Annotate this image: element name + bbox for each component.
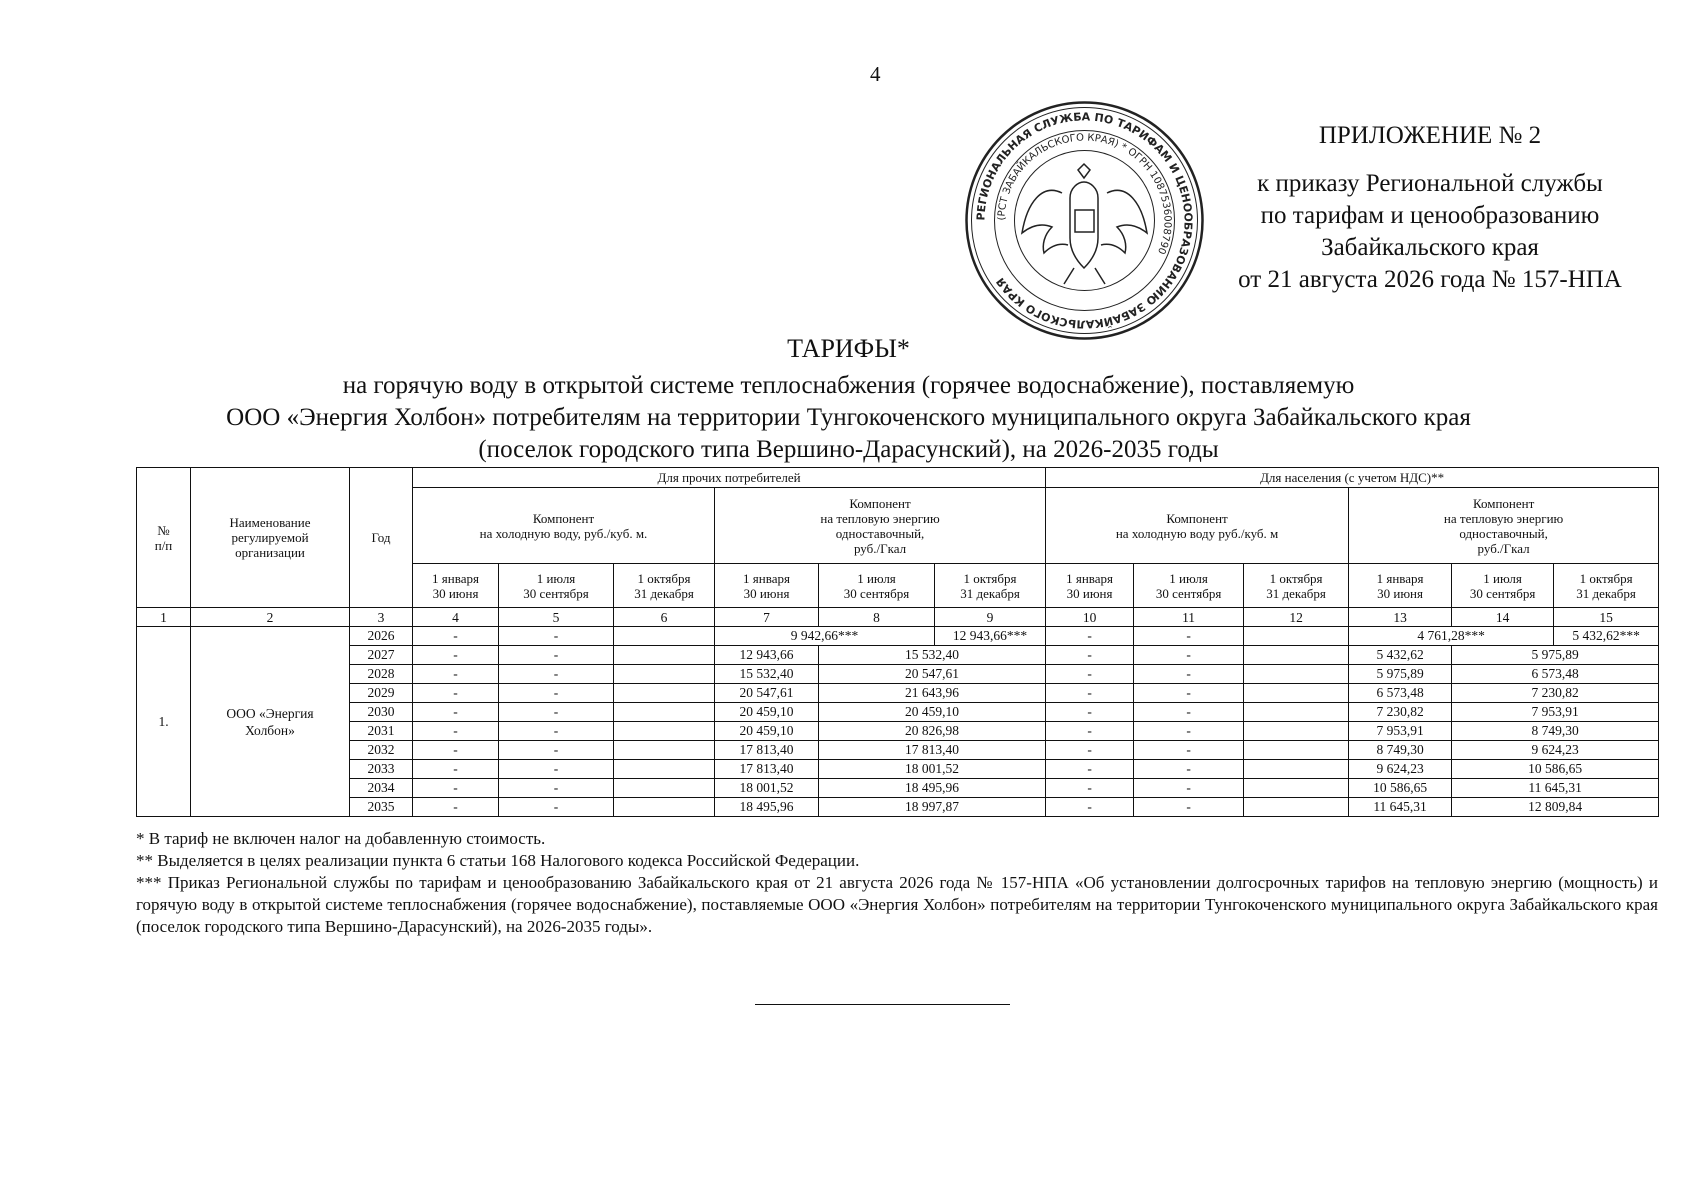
footnote: ** Выделяется в целях реализации пункта 6 статьи 168 Налогового кодекса Российской Федерации.	[136, 851, 860, 870]
column-number: 1	[137, 608, 191, 627]
cold-water-cell: -	[1134, 703, 1244, 722]
heat-energy-cell: 20 459,10	[715, 722, 819, 741]
heat-energy-cell: 11 645,31	[1452, 779, 1659, 798]
heat-energy-cell: 8 749,30	[1452, 722, 1659, 741]
footnote: * В тариф не включен налог на добавленную стоимость.	[136, 829, 546, 848]
cold-water-cell	[1244, 779, 1349, 798]
table-row	[137, 627, 1659, 646]
appendix-title: ПРИЛОЖЕНИЕ № 2	[1318, 122, 1542, 149]
cold-water-cell: -	[1134, 627, 1244, 646]
period-end: 31 декабря	[1266, 585, 1326, 601]
period-start: 1 января	[432, 570, 479, 586]
cold-water-cell: -	[499, 741, 614, 760]
cold-water-cell	[614, 741, 715, 760]
subtitle-line: на горячую воду в открытой системе теплоснабжения (горячее водоснабжение), поставляемую	[342, 372, 1355, 399]
tariffs-table	[136, 467, 1659, 817]
period-start: 1 октября	[637, 570, 691, 586]
appendix-line: по тарифам и ценообразованию	[1260, 202, 1600, 229]
cold-water-cell: -	[1134, 798, 1244, 817]
column-number: 2	[191, 608, 350, 627]
year-cell: 2029	[350, 684, 413, 703]
heat-energy-cell: 21 643,96	[819, 684, 1046, 703]
period-start: 1 января	[1376, 570, 1424, 586]
organization-name	[191, 627, 350, 817]
heat-energy-cell: 15 532,40	[715, 665, 819, 684]
cold-water-cell	[1244, 684, 1349, 703]
table-row	[137, 684, 1659, 703]
period-end: 30 июня	[1066, 585, 1113, 601]
table-row	[137, 760, 1659, 779]
cold-water-cell: -	[413, 627, 499, 646]
heat-energy-cell: 9 942,66***	[715, 627, 935, 646]
year-cell: 2031	[350, 722, 413, 741]
footnote: *** Приказ Региональной службы по тарифам и ценообразованию Забайкальского края от 21 августа 2026 года № 157-НПА «Об установлении долгосрочных тарифов на тепловую энергию (мощность) и горячую воду в открытой системе теплоснабжения (горячее водоснабжение), поставляемые ООО «Энергия Холбон» потребителям на территории Тунгокоченского муниципального округа Забайкальского края (поселок городского типа Вершино-Дарасунский), на 2026-2035 годы».	[136, 873, 1658, 936]
cold-water-cell	[614, 684, 715, 703]
cold-water-cell: -	[1046, 741, 1134, 760]
cold-water-cell: -	[1046, 703, 1134, 722]
column-number: 5	[499, 608, 614, 627]
heat-energy-cell: 10 586,65	[1452, 760, 1659, 779]
period-start: 1 января	[1066, 570, 1114, 586]
heat-energy-cell: 17 813,40	[715, 741, 819, 760]
cold-water-cell	[1244, 665, 1349, 684]
header-organization: Наименование регулируемой организации	[191, 468, 350, 608]
period-end: 31 декабря	[960, 585, 1020, 601]
period-start: 1 июля	[1483, 570, 1522, 586]
table-row	[137, 722, 1659, 741]
cold-water-cell: -	[1046, 627, 1134, 646]
heat-energy-cell: 18 495,96	[819, 779, 1046, 798]
appendix-line: к приказу Региональной службы	[1257, 170, 1603, 197]
heat-energy-cell: 5 975,89	[1452, 646, 1659, 665]
header-period	[413, 564, 499, 608]
header-period	[1452, 564, 1554, 608]
period-start: 1 октября	[1579, 570, 1633, 586]
heat-energy-cell: 5 975,89	[1349, 665, 1452, 684]
cold-water-cell: -	[499, 703, 614, 722]
page-number: 4	[870, 62, 881, 86]
heat-energy-cell: 18 495,96	[715, 798, 819, 817]
period-end: 30 сентября	[843, 585, 910, 601]
heat-energy-cell: 7 230,82	[1349, 703, 1452, 722]
header-period	[1134, 564, 1244, 608]
official-seal-icon	[962, 98, 1207, 343]
column-number: 15	[1554, 608, 1659, 627]
table-row	[137, 703, 1659, 722]
column-number: 4	[413, 608, 499, 627]
column-number: 3	[350, 608, 413, 627]
heat-energy-cell: 20 459,10	[819, 703, 1046, 722]
cold-water-cell	[1244, 798, 1349, 817]
cold-water-cell: -	[413, 741, 499, 760]
column-number: 6	[614, 608, 715, 627]
period-end: 31 декабря	[634, 585, 694, 601]
organization-line: ООО «Энергия	[226, 705, 314, 721]
heat-energy-cell: 20 826,98	[819, 722, 1046, 741]
cold-water-cell: -	[499, 760, 614, 779]
cold-water-cell: -	[413, 684, 499, 703]
end-divider	[755, 1004, 1010, 1005]
cold-water-cell: -	[1134, 646, 1244, 665]
header-period	[1046, 564, 1134, 608]
cold-water-cell	[614, 646, 715, 665]
header-period	[614, 564, 715, 608]
header-heat-energy-population: Компонент на тепловую энергию одноставочный, руб./Гкал	[1349, 488, 1659, 564]
row-number: 1.	[137, 627, 191, 817]
cold-water-cell: -	[499, 722, 614, 741]
heat-energy-cell: 17 813,40	[715, 760, 819, 779]
heat-energy-cell: 17 813,40	[819, 741, 1046, 760]
heat-energy-cell: 12 943,66	[715, 646, 819, 665]
year-cell: 2027	[350, 646, 413, 665]
header-period	[715, 564, 819, 608]
heat-energy-cell: 6 573,48	[1452, 665, 1659, 684]
cold-water-cell	[1244, 741, 1349, 760]
cold-water-cell: -	[1046, 646, 1134, 665]
cold-water-cell	[614, 760, 715, 779]
period-end: 30 сентября	[1469, 585, 1536, 601]
table-row	[137, 741, 1659, 760]
cold-water-cell: -	[413, 722, 499, 741]
cold-water-cell: -	[1134, 760, 1244, 779]
cold-water-cell: -	[1046, 798, 1134, 817]
cold-water-cell: -	[499, 684, 614, 703]
appendix-line: от 21 августа 2026 года № 157-НПА	[1238, 266, 1622, 293]
cold-water-cell: -	[1134, 779, 1244, 798]
period-end: 30 июня	[743, 585, 790, 601]
cold-water-cell: -	[499, 665, 614, 684]
cold-water-cell	[1244, 646, 1349, 665]
cold-water-cell: -	[1134, 665, 1244, 684]
header-number: № п/п	[137, 468, 191, 608]
cold-water-cell: -	[499, 627, 614, 646]
header-other-consumers: Для прочих потребителей	[413, 468, 1046, 488]
footnotes	[136, 828, 1658, 938]
header-period	[499, 564, 614, 608]
cold-water-cell	[614, 703, 715, 722]
cold-water-cell	[1244, 703, 1349, 722]
heat-energy-cell: 9 624,23	[1452, 741, 1659, 760]
cold-water-cell	[1244, 722, 1349, 741]
heat-energy-cell: 7 953,91	[1452, 703, 1659, 722]
svg-text:(РСТ ЗАБАЙКАЛЬСКОГО КРАЯ) * ОГ: (РСТ ЗАБАЙКАЛЬСКОГО КРАЯ) * ОГРН 1087536008790	[996, 132, 1173, 256]
cold-water-cell: -	[413, 703, 499, 722]
document-title: ТАРИФЫ*	[787, 334, 910, 363]
header-heat-energy-other: Компонент на тепловую энергию одноставочный, руб./Гкал	[715, 488, 1046, 564]
svg-text:РЕГИОНАЛЬНАЯ СЛУЖБА ПО ТАРИФАМ: РЕГИОНАЛЬНАЯ СЛУЖБА ПО ТАРИФАМ И ЦЕНООБРАЗОВАНИЮ ЗАБАЙКАЛЬСКОГО КРАЯ	[974, 110, 1195, 331]
table-row	[137, 646, 1659, 665]
heat-energy-cell: 20 547,61	[819, 665, 1046, 684]
column-number: 11	[1134, 608, 1244, 627]
period-end: 30 сентября	[1155, 585, 1222, 601]
heat-energy-cell: 12 809,84	[1452, 798, 1659, 817]
period-start: 1 июля	[536, 570, 576, 586]
cold-water-cell: -	[413, 665, 499, 684]
column-number: 12	[1244, 608, 1349, 627]
cold-water-cell: -	[413, 760, 499, 779]
year-cell: 2026	[350, 627, 413, 646]
period-start: 1 октября	[1269, 570, 1323, 586]
period-start: 1 июля	[1169, 570, 1208, 586]
appendix-line: Забайкальского края	[1321, 234, 1539, 261]
header-year: Год	[350, 468, 413, 608]
heat-energy-cell: 20 459,10	[715, 703, 819, 722]
header-cold-water-population: Компонент на холодную воду руб./куб. м	[1046, 488, 1349, 564]
cold-water-cell: -	[413, 779, 499, 798]
document-subtitle	[0, 370, 1697, 466]
header-period	[1244, 564, 1349, 608]
period-end: 30 сентября	[523, 585, 589, 601]
heat-energy-cell: 18 997,87	[819, 798, 1046, 817]
cold-water-cell: -	[1134, 741, 1244, 760]
header-period	[1349, 564, 1452, 608]
heat-energy-cell: 15 532,40	[819, 646, 1046, 665]
year-cell: 2035	[350, 798, 413, 817]
year-cell: 2034	[350, 779, 413, 798]
column-number: 7	[715, 608, 819, 627]
column-number: 14	[1452, 608, 1554, 627]
cold-water-cell: -	[1134, 684, 1244, 703]
cold-water-cell: -	[499, 779, 614, 798]
period-start: 1 января	[743, 570, 790, 586]
heat-energy-cell: 11 645,31	[1349, 798, 1452, 817]
heat-energy-cell: 8 749,30	[1349, 741, 1452, 760]
column-number: 13	[1349, 608, 1452, 627]
cold-water-cell	[1244, 627, 1349, 646]
cold-water-cell	[1244, 760, 1349, 779]
heat-energy-cell: 18 001,52	[819, 760, 1046, 779]
table-row	[137, 779, 1659, 798]
cold-water-cell	[614, 798, 715, 817]
header-period	[935, 564, 1046, 608]
heat-energy-cell: 4 761,28***	[1349, 627, 1554, 646]
appendix-block	[1195, 122, 1665, 296]
heat-energy-cell: 18 001,52	[715, 779, 819, 798]
heat-energy-cell: 7 953,91	[1349, 722, 1452, 741]
header-period	[1554, 564, 1659, 608]
year-cell: 2033	[350, 760, 413, 779]
column-number: 9	[935, 608, 1046, 627]
heat-energy-cell: 5 432,62***	[1554, 627, 1659, 646]
cold-water-cell: -	[1046, 722, 1134, 741]
heat-energy-cell: 7 230,82	[1452, 684, 1659, 703]
subtitle-line: ООО «Энергия Холбон» потребителям на территории Тунгокоченского муниципального округа Забайкальского края	[226, 404, 1471, 431]
period-start: 1 июля	[857, 570, 896, 586]
heat-energy-cell: 9 624,23	[1349, 760, 1452, 779]
cold-water-cell: -	[499, 798, 614, 817]
cold-water-cell: -	[1134, 722, 1244, 741]
heat-energy-cell: 5 432,62	[1349, 646, 1452, 665]
year-cell: 2032	[350, 741, 413, 760]
year-cell: 2028	[350, 665, 413, 684]
year-cell: 2030	[350, 703, 413, 722]
cold-water-cell: -	[1046, 665, 1134, 684]
cold-water-cell: -	[1046, 779, 1134, 798]
period-start: 1 октября	[963, 570, 1017, 586]
heat-energy-cell: 10 586,65	[1349, 779, 1452, 798]
cold-water-cell: -	[413, 646, 499, 665]
table-row	[137, 665, 1659, 684]
organization-line: Холбон»	[245, 722, 295, 738]
table-row	[137, 798, 1659, 817]
heat-energy-cell: 12 943,66***	[935, 627, 1046, 646]
subtitle-line: (поселок городского типа Вершино-Дарасунский), на 2026-2035 годы	[478, 436, 1219, 463]
cold-water-cell: -	[1046, 684, 1134, 703]
column-number: 8	[819, 608, 935, 627]
column-number: 10	[1046, 608, 1134, 627]
header-population: Для населения (с учетом НДС)**	[1046, 468, 1659, 488]
cold-water-cell	[614, 627, 715, 646]
period-end: 30 июня	[432, 585, 479, 601]
heat-energy-cell: 6 573,48	[1349, 684, 1452, 703]
period-end: 31 декабря	[1576, 585, 1636, 601]
header-period	[819, 564, 935, 608]
heat-energy-cell: 20 547,61	[715, 684, 819, 703]
cold-water-cell	[614, 722, 715, 741]
cold-water-cell: -	[1046, 760, 1134, 779]
cold-water-cell: -	[499, 646, 614, 665]
period-end: 30 июня	[1377, 585, 1423, 601]
cold-water-cell	[614, 665, 715, 684]
cold-water-cell	[614, 779, 715, 798]
cold-water-cell: -	[413, 798, 499, 817]
header-cold-water-other: Компонент на холодную воду, руб./куб. м.	[413, 488, 715, 564]
